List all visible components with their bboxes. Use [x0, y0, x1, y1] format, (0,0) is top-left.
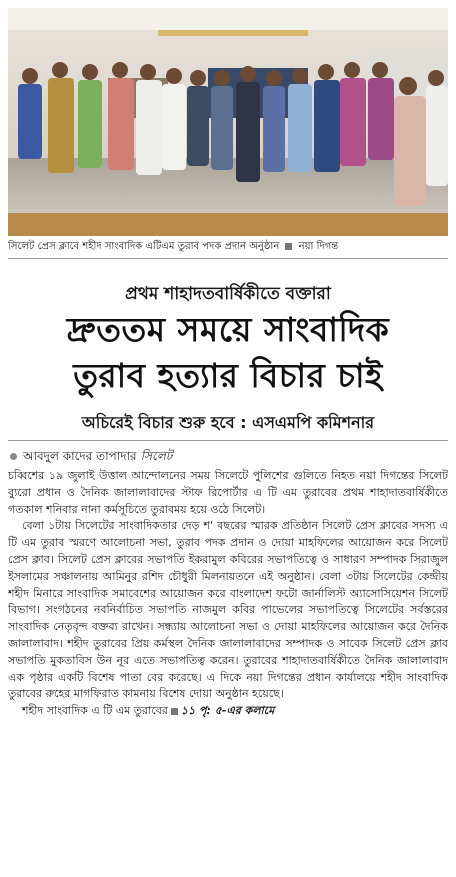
subheadline: অচিরেই বিচার শুরু হবে : এসএমপি কমিশনার — [81, 413, 375, 432]
headline-line-1: দ্রুততম সময়ে সাংবাদিক — [66, 310, 390, 349]
byline-author: আবদুল কাদের তাপাদার — [23, 449, 137, 463]
byline-bullet-icon — [10, 453, 17, 460]
byline-place: সিলেট — [140, 449, 173, 463]
article-paragraph-2: বেলা ১টায় সিলেটের সাংবাদিকতার দেড় শ' বছরের স্মারক প্রতিষ্ঠান সিলেট প্রেস ক্লাবের সদস্য এ টি এম তুরাব স্মরণে আলোচনা সভা, তুরাব পদক প্রদান ও দোয়া মাহফিলের আয়োজন করে সিলেট প্রেস ক্লাব। সিলেট প্রেস ক্লাবের সভাপতি ইকরামুল কবিরের সভাপতিত্বে ও সাধারণ সম্পাদক সিরাজুল ইসলামের সঞ্চালনায় আমিনুর রশিদ চৌধুরী মিলনায়তনে এই অনুষ্ঠান। বেলা ৩টায় সিলেটের কেন্দ্রীয় শহীদ মিনারে সাংবাদিক সমাবেশের আয়োজন করে বাংলাদেশ ফটো জার্নালিস্ট অ্যাসোসিয়েশন সিলেট বিভাগ। সংগঠনের নবনির্বাচিত সভাপতি নাজমুল কবির পাভেলের সভাপতিত্বে সিলেটের সর্বস্তরের সাংবাদিক নেতৃবৃন্দ বক্তব্য রাখেন। সন্ধ্যায় আলোচনা সভা ও দোয়া মাহফিলের আয়োজন করে দৈনিক জালালাবাদ। শহীদ তুরাবের প্রিয় কর্মস্থল দৈনিক জালালাবাদের সম্পাদক ও সাবেক সিলেট প্রেস ক্লাব সভাপতি মুকতাবিস উন নূর এতে সভাপতিত্ব করেন। তুরাবের শাহাদাতবার্ষিকীতে দৈনিক জালালাবাদ এক পৃষ্ঠার একটি বিশেষ পাতা বের করেছে। এ দিকে নয়া দিগন্তের প্রধান কার্যালয়ে শহীদ সাংবাদিক তুরাবের রুহের মাগফিরাত কামনায় বিশেষ দোয়া অনুষ্ঠান হয়েছে। — [8, 519, 448, 701]
kicker: প্রথম শাহাদতবার্ষিকীতে বক্তারা — [125, 284, 331, 304]
byline — [10, 448, 450, 464]
event-photo-illustration — [8, 8, 448, 236]
byline-divider — [8, 440, 448, 441]
caption-divider — [8, 258, 448, 259]
news-photo — [8, 8, 448, 236]
continuation-ref: ১১ পৃ: ৫-এর কলামে — [180, 704, 275, 718]
continuation-text: শহীদ সাংবাদিক এ টি এম তুরাবের — [22, 704, 168, 718]
headline-line-2: তুরাব হত্যার বিচার চাই — [73, 356, 383, 395]
photo-credit: নয়া দিগন্ত — [298, 241, 339, 252]
continuation-square-icon — [171, 708, 178, 715]
article-paragraph-1: চব্বিশের ১৯ জুলাই উত্তাল আন্দোলনের সময় সিলেটে পুলিশের গুলিতে নিহত নয়া দিগন্তের সিলেট ব্যুরো প্রধান ও দৈনিক জালালাবাদের স্টাফ রিপোর্টার এ টি এম তুরাবের প্রথম শাহাদাতবার্ষিকীতে গতকাল শনিবার নানা কর্মসূচিতে তুরাবময় হয়ে ওঠে সিলেট। — [8, 469, 448, 516]
caption-text: সিলেট প্রেস ক্লাবে শহীদ সাংবাদিক এটিএম তুরাব পদক প্রদান অনুষ্ঠান — [8, 241, 280, 252]
caption-square-icon — [285, 243, 292, 250]
photo-caption — [8, 238, 448, 256]
article-body — [8, 468, 448, 870]
continuation-line — [8, 703, 448, 720]
